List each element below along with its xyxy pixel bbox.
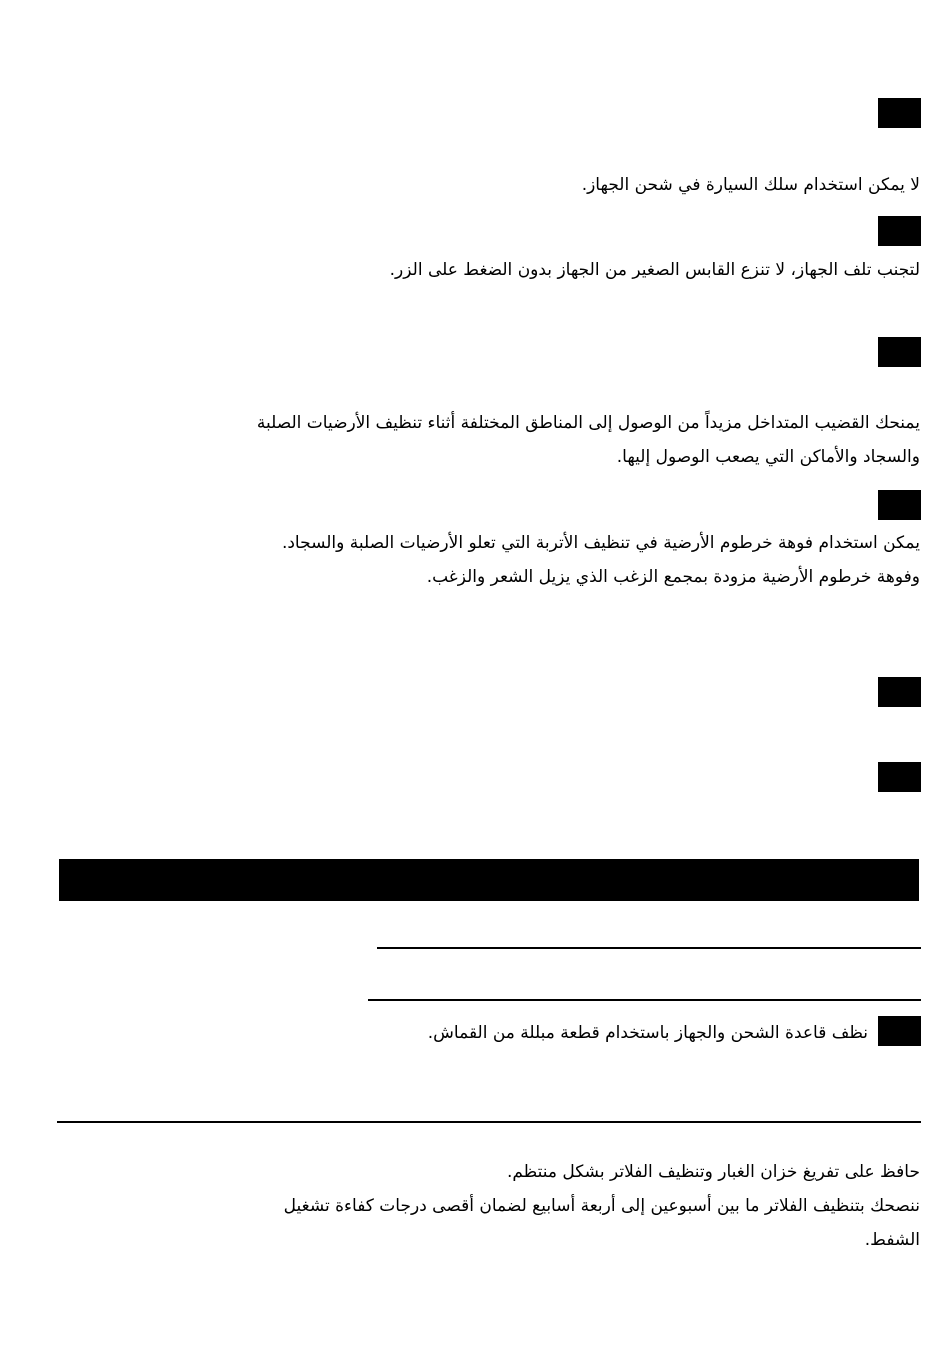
section-marker-6 (878, 762, 921, 792)
car-cord-note (582, 168, 920, 202)
plug-warning-note (390, 253, 920, 287)
floor-nozzle-note (282, 526, 920, 594)
extension-line-2: والسجاد والأماكن التي يصعب الوصول إليها. (616, 447, 920, 467)
section-marker-1 (878, 98, 921, 128)
plug-warning-text: لتجنب تلف الجهاز، لا تنزع القابس الصغير من الجهاز بدون الضغط على الزر. (389, 260, 920, 280)
nozzle-line-1: يمكن استخدام فوهة خرطوم الأرضية في تنظيف الأتربة التي تعلو الأرضيات الصلبة والسجاد. (281, 533, 920, 553)
extension-wand-note (257, 406, 920, 474)
maintenance-line-1: حافظ على تفريغ خزان الغبار وتنظيف الفلاتر بشكل منتظم. (506, 1162, 920, 1182)
section-marker-7 (878, 1016, 921, 1046)
wipe-note-text: نظف قاعدة الشحن والجهاز باستخدام قطعة مبللة من القماش. (427, 1023, 868, 1043)
car-cord-text: لا يمكن استخدام سلك السيارة في شحن الجهاز. (581, 175, 920, 195)
wipe-cleaning-note (428, 1016, 868, 1050)
divider-line-2 (368, 999, 921, 1001)
section-marker-3 (878, 337, 921, 367)
maintenance-note (284, 1155, 920, 1257)
section-marker-4 (878, 490, 921, 520)
section-marker-2 (878, 216, 921, 246)
section-heading-bar (59, 859, 919, 901)
divider-line-3 (57, 1121, 921, 1123)
nozzle-line-2: وفوهة خرطوم الأرضية مزودة بمجمع الزغب الذي يزيل الشعر والزغب. (426, 567, 920, 587)
maintenance-line-2: ننصحك بتنظيف الفلاتر ما بين أسبوعين إلى أربعة أسابيع لضمان أقصى درجات كفاءة تشغيل (283, 1196, 920, 1216)
divider-line-1 (377, 947, 921, 949)
extension-line-1: يمنحك القضيب المتداخل مزيداً من الوصول إلى المناطق المختلفة أثناء تنظيف الأرضيات الصلبة (256, 413, 920, 433)
maintenance-line-3: الشفط. (864, 1230, 920, 1250)
section-marker-5 (878, 677, 921, 707)
